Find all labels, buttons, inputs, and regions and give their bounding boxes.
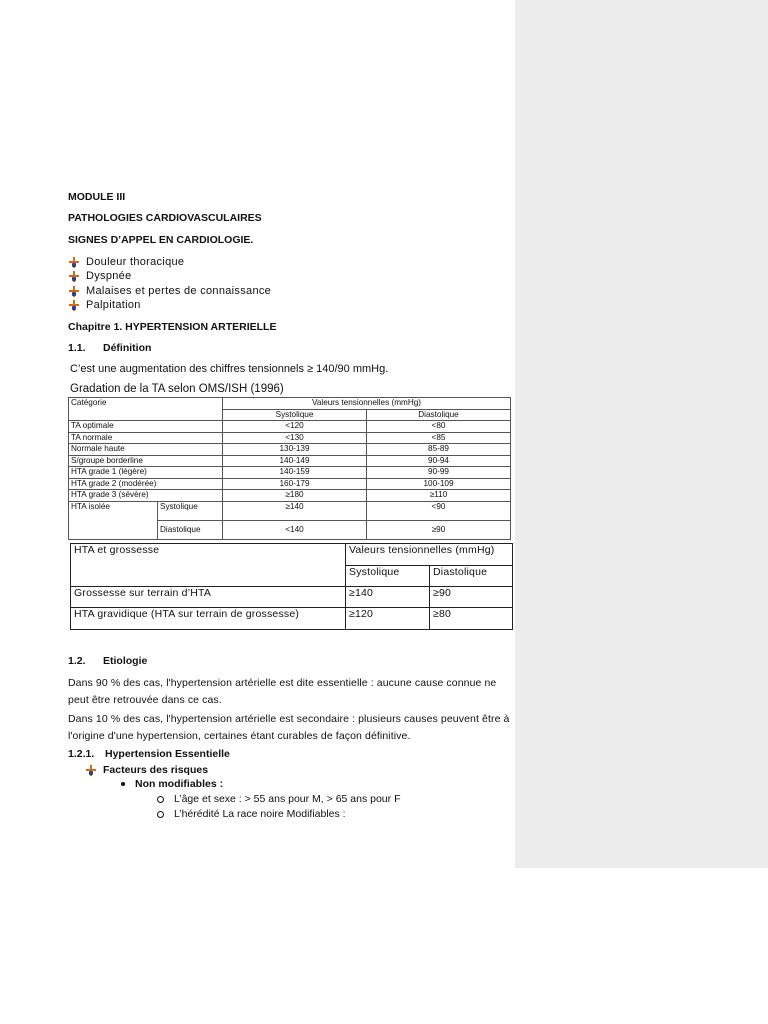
table-row: HTA gravidique (HTA sur terrain de grossesse) ≥120 ≥80 bbox=[71, 608, 513, 630]
table-row: Diastolique <140 ≥90 bbox=[69, 520, 511, 539]
signes-item: Douleur thoracique bbox=[86, 256, 184, 268]
gradation-title: Gradation de la TA selon OMS/ISH (1996) bbox=[70, 383, 284, 395]
disc-bullet-icon bbox=[121, 782, 125, 786]
arrow-bullet-icon bbox=[86, 765, 96, 776]
table-row: Normale haute 130-139 85-89 bbox=[69, 444, 511, 456]
facteurs-item: Facteurs des risques bbox=[103, 764, 208, 776]
definition-text: C’est une augmentation des chiffres tensionnels ≥ 140/90 mmHg. bbox=[70, 363, 389, 375]
pathologies-heading: PATHOLOGIES CARDIOVASCULAIRES bbox=[68, 212, 262, 224]
section-number: 1.2. bbox=[68, 655, 86, 667]
table-header: Catégorie bbox=[69, 398, 223, 421]
non-modifiables-item: Non modifiables : bbox=[121, 778, 223, 790]
table-row: Grossesse sur terrain d’HTA ≥140 ≥90 bbox=[71, 587, 513, 608]
table-header: Systolique bbox=[346, 566, 430, 587]
chapter-heading: Chapitre 1. HYPERTENSION ARTERIELLE bbox=[68, 321, 277, 333]
table-header: Valeurs tensionnelles (mmHg) bbox=[223, 398, 511, 410]
etiology-paragraph: Dans 90 % des cas, l'hypertension artérielle est dite essentielle : aucune cause connue ne peut être retrouvée dans ce cas. bbox=[68, 677, 497, 706]
subsection-number: 1.2.1. bbox=[68, 748, 95, 760]
section-title: Définition bbox=[103, 342, 152, 354]
circle-bullet-icon bbox=[157, 811, 164, 818]
arrow-bullet-icon bbox=[69, 271, 79, 282]
section-number: 1.1. bbox=[68, 342, 86, 354]
table-header: HTA et grossesse bbox=[71, 544, 346, 587]
table-header: Valeurs tensionnelles (mmHg) bbox=[346, 544, 513, 566]
table-row: TA normale <130 <85 bbox=[69, 432, 511, 444]
arrow-bullet-icon bbox=[69, 286, 79, 297]
arrow-bullet-icon bbox=[69, 257, 79, 268]
risk-item: L’hérédité La race noire Modifiables : bbox=[157, 808, 346, 820]
circle-bullet-icon bbox=[157, 796, 164, 803]
gradation-table bbox=[68, 397, 511, 540]
etiology-paragraph: Dans 10 % des cas, l'hypertension artérielle est secondaire : plusieurs causes peuvent être à l'origine d'une hypertension, certaines étant curables de façon définitive. bbox=[68, 713, 510, 742]
signes-item: Palpitation bbox=[86, 299, 141, 311]
comment-pane bbox=[515, 0, 768, 868]
section-title: Etiologie bbox=[103, 655, 148, 667]
table-row: HTA grade 2 (modérée) 160-179 100-109 bbox=[69, 478, 511, 490]
subsection-title: Hypertension Essentielle bbox=[105, 748, 230, 760]
table-header: Diastolique bbox=[367, 409, 511, 421]
table-row: HTA isolée Systolique ≥140 <90 bbox=[69, 501, 511, 520]
module-heading: MODULE III bbox=[68, 191, 126, 203]
risk-item: L’âge et sexe : > 55 ans pour M, > 65 ans pour F bbox=[157, 793, 400, 805]
table-row: HTA grade 1 (légère) 140-159 90-99 bbox=[69, 467, 511, 479]
table-row: TA optimale <120 <80 bbox=[69, 421, 511, 433]
arrow-bullet-icon bbox=[69, 300, 79, 311]
signes-heading: SIGNES D’APPEL EN CARDIOLOGIE. bbox=[68, 234, 254, 246]
table-row: S/groupe borderline 140-149 90-94 bbox=[69, 455, 511, 467]
signes-item: Malaises et pertes de connaissance bbox=[86, 285, 271, 297]
grossesse-table bbox=[70, 543, 513, 630]
signes-item: Dyspnée bbox=[86, 270, 132, 282]
table-header: Systolique bbox=[223, 409, 367, 421]
table-header: Diastolique bbox=[430, 566, 513, 587]
table-row: HTA grade 3 (sévère) ≥180 ≥110 bbox=[69, 490, 511, 502]
